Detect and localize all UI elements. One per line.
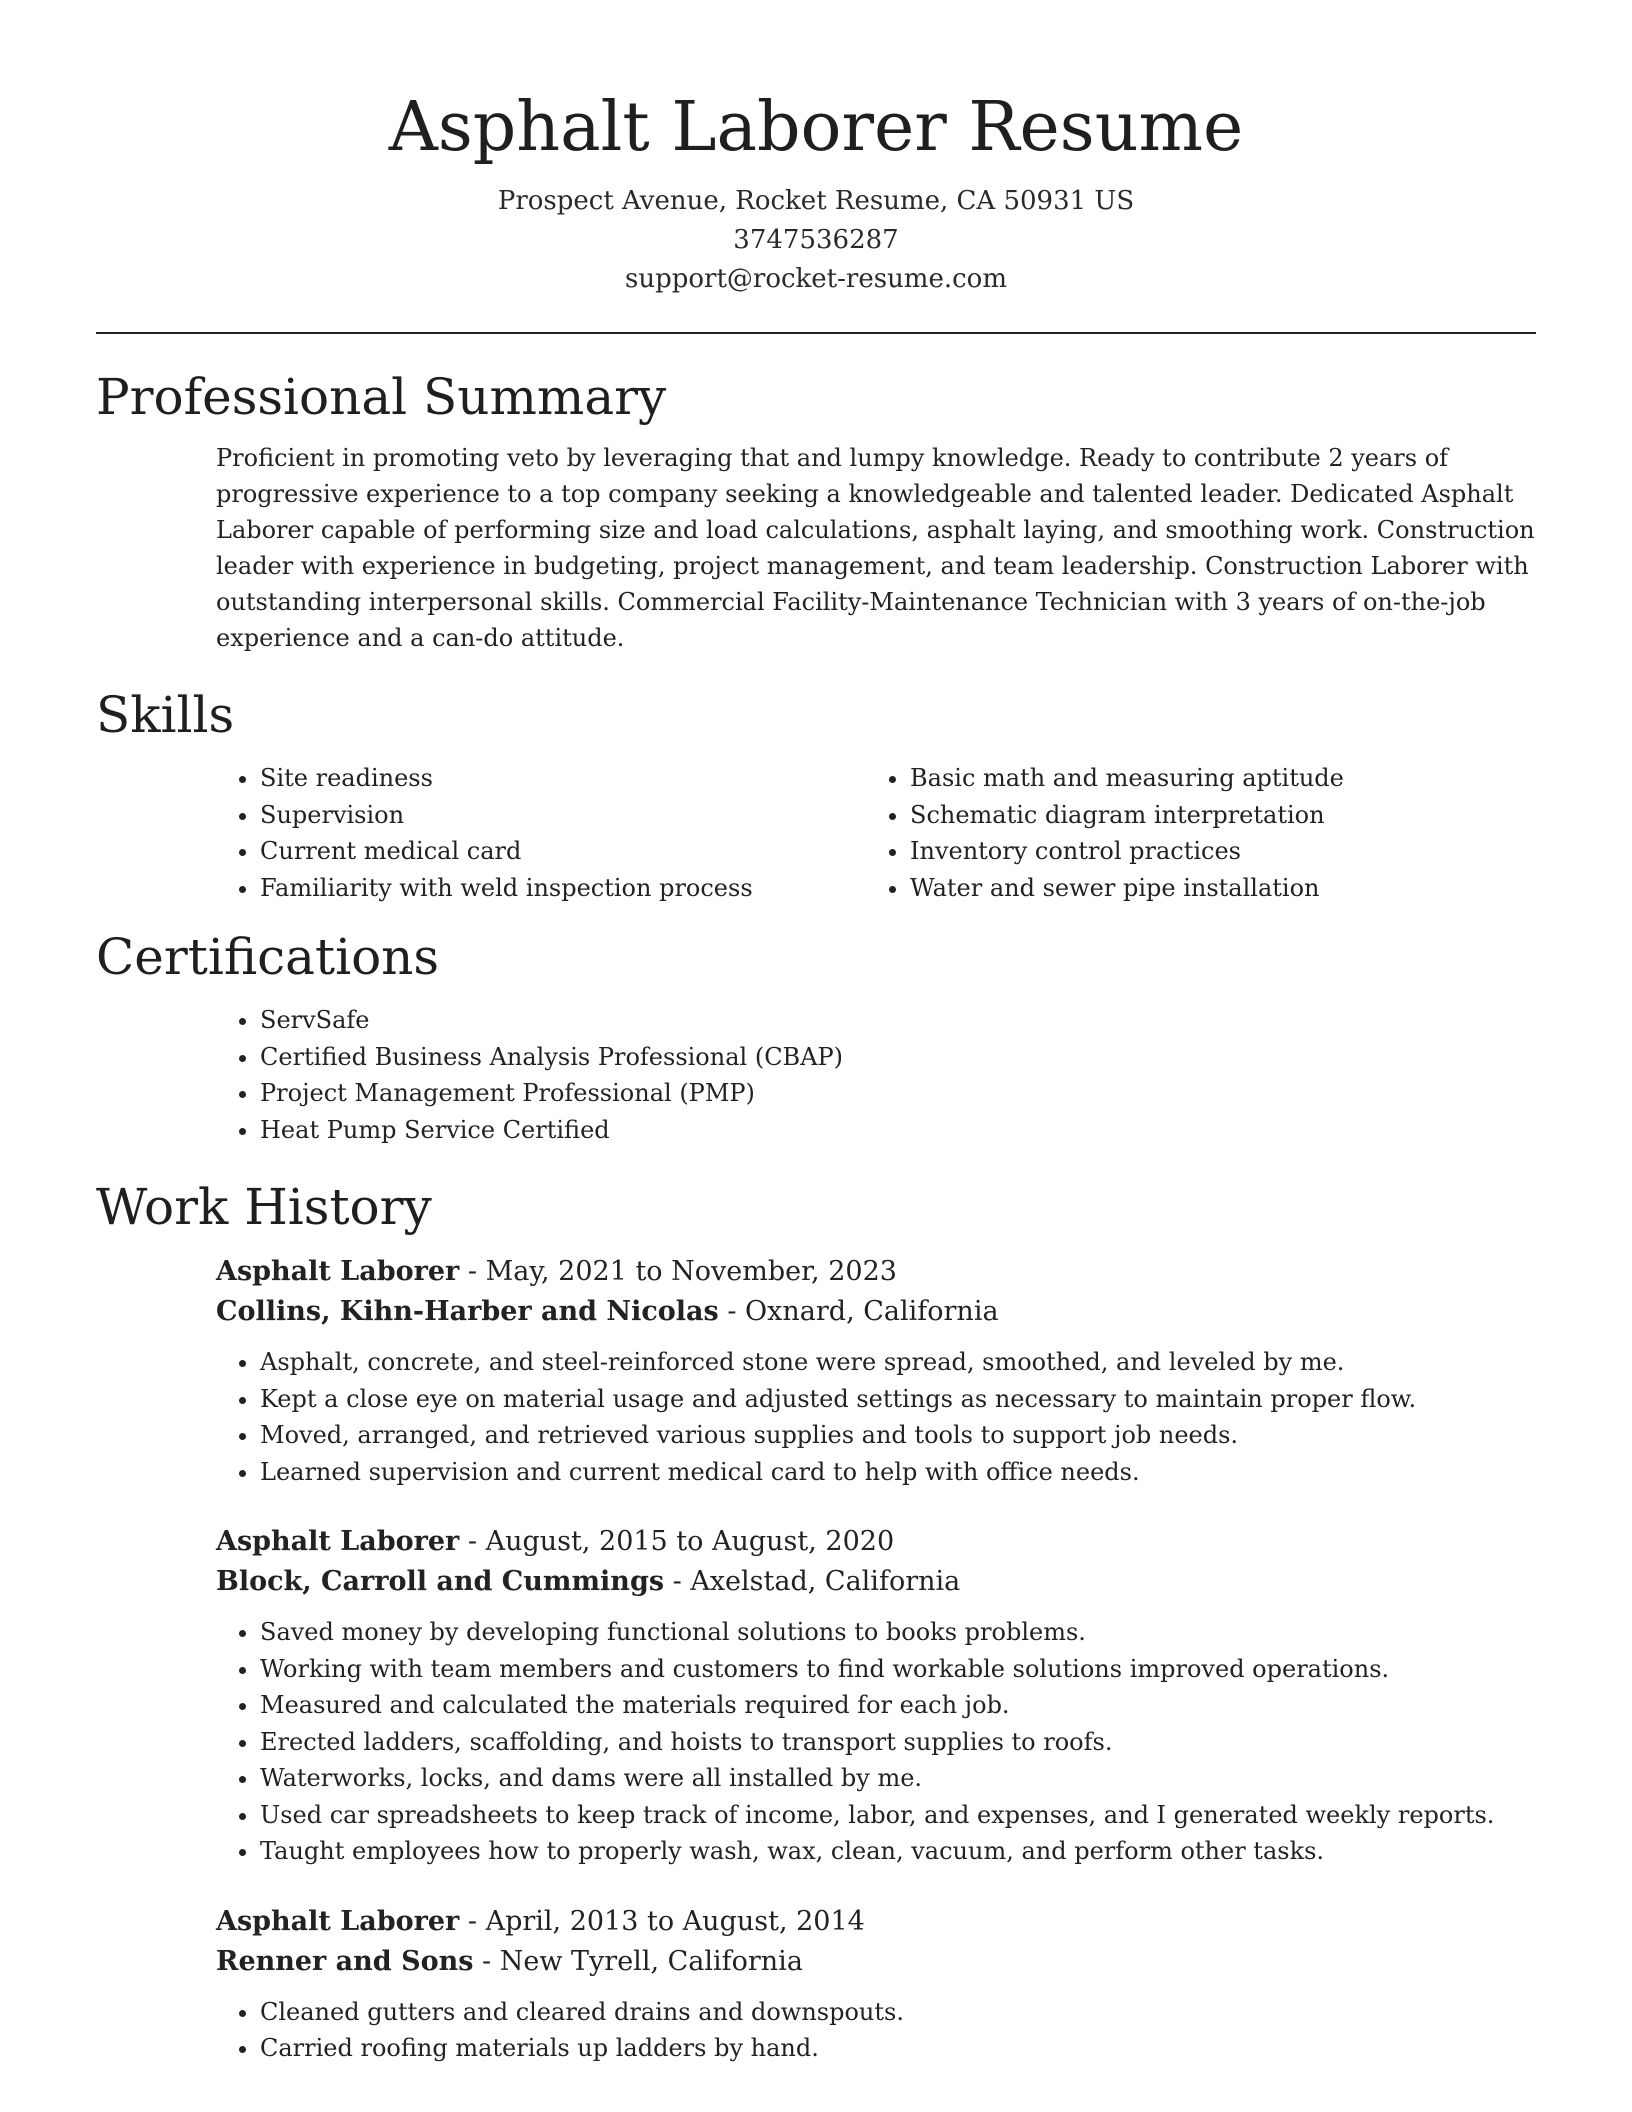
job-location: Oxnard, California	[745, 1296, 999, 1327]
job-entry	[216, 1902, 1536, 2067]
job-entry	[216, 1522, 1536, 1870]
job-title-line	[216, 1522, 1536, 1562]
job-company: Renner and Sons	[216, 1945, 474, 1977]
job-separator: -	[459, 1905, 486, 1937]
job-duties-list	[216, 1994, 1536, 2067]
summary-section	[96, 366, 1536, 656]
skills-list-right	[866, 760, 1516, 906]
job-company-line	[216, 1942, 1536, 1982]
job-dates: April, 2013 to August, 2014	[485, 1905, 865, 1937]
job-separator: -	[459, 1256, 486, 1287]
job-duty-item: • Kept a close eye on material usage and adjusted settings as necessary to maintain proper flow.	[260, 1381, 1536, 1418]
job-duty-item: • Asphalt, concrete, and steel-reinforced stone were spread, smoothed, and leveled by me.	[260, 1344, 1536, 1381]
skill-item: • Basic math and measuring aptitude	[910, 760, 1516, 797]
certifications-list	[216, 1002, 1536, 1148]
job-role: Asphalt Laborer	[216, 1905, 460, 1937]
job-separator: -	[664, 1566, 691, 1597]
job-duty-item: • Moved, arranged, and retrieved various supplies and tools to support job needs.	[260, 1417, 1536, 1454]
job-separator: -	[718, 1296, 746, 1327]
contact-email: support@rocket-resume.com	[624, 264, 1007, 294]
skill-item: • Site readiness	[260, 760, 866, 797]
job-entry	[216, 1252, 1536, 1490]
summary-text: Proficient in promoting veto by leveraging that and lumpy knowledge. Ready to contribute 2 years of progressive experience to a top company seeking a knowledgeable and talented leader. Dedicated Asphalt Laborer capable of performing size and load calculations, asphalt laying, and smoothing work. Construction leader with experience in budgeting, project management, and team leadership. Construction Laborer with outstanding interpersonal skills. Commercial Facility-Maintenance Technician with 3 years of on-the-job experience and a can-do attitude.	[216, 444, 1535, 652]
job-separator: -	[473, 1945, 500, 1977]
contact-phone: 3747536287	[733, 225, 899, 255]
certifications-section	[96, 926, 1536, 1148]
job-duty-item: • Waterworks, locks, and dams were all installed by me.	[260, 1760, 1536, 1797]
job-company: Block, Carroll and Cummings	[216, 1566, 665, 1597]
job-title-line	[216, 1252, 1536, 1292]
resume-header	[96, 0, 1536, 299]
job-duty-item: • Erected ladders, scaffolding, and hoists to transport supplies to roofs.	[260, 1724, 1536, 1761]
work-history-heading: Work History	[96, 1178, 432, 1236]
skill-item: • Schematic diagram interpretation	[910, 797, 1516, 834]
job-role: Asphalt Laborer	[216, 1256, 460, 1287]
job-duties-list	[216, 1614, 1536, 1870]
job-duty-item: • Cleaned gutters and cleared drains and downspouts.	[260, 1994, 1536, 2031]
certification-item: • Certified Business Analysis Professional (CBAP)	[260, 1039, 1536, 1076]
job-separator: -	[459, 1526, 486, 1557]
skill-item: • Familiarity with weld inspection process	[260, 870, 866, 907]
job-duty-item: • Used car spreadsheets to keep track of income, labor, and expenses, and I generated weekly reports.	[260, 1797, 1536, 1834]
job-duty-item: • Measured and calculated the materials required for each job.	[260, 1687, 1536, 1724]
certifications-heading: Certifications	[96, 928, 440, 986]
contact-block	[96, 182, 1536, 299]
skill-item: • Water and sewer pipe installation	[910, 870, 1516, 907]
skills-section	[96, 684, 1536, 906]
resume-title: Asphalt Laborer Resume	[388, 88, 1244, 167]
job-company-line	[216, 1562, 1536, 1602]
summary-heading: Professional Summary	[96, 368, 667, 426]
skill-item: • Current medical card	[260, 833, 866, 870]
skill-item: • Supervision	[260, 797, 866, 834]
job-duty-item: • Saved money by developing functional solutions to books problems.	[260, 1614, 1536, 1651]
certification-item: • Project Management Professional (PMP)	[260, 1075, 1536, 1112]
job-dates: August, 2015 to August, 2020	[485, 1526, 895, 1557]
job-dates: May, 2021 to November, 2023	[485, 1256, 897, 1287]
job-location: Axelstad, California	[690, 1566, 961, 1597]
certification-item: • Heat Pump Service Certified	[260, 1112, 1536, 1149]
job-title-line	[216, 1902, 1536, 1942]
job-duty-item: • Taught employees how to properly wash, wax, clean, vacuum, and perform other tasks.	[260, 1833, 1536, 1870]
work-history-section	[96, 1176, 1536, 2067]
job-role: Asphalt Laborer	[216, 1526, 460, 1557]
job-company: Collins, Kihn-Harber and Nicolas	[216, 1296, 719, 1327]
skill-item: • Inventory control practices	[910, 833, 1516, 870]
certification-item: • ServSafe	[260, 1002, 1536, 1039]
job-duty-item: • Carried roofing materials up ladders by hand.	[260, 2030, 1536, 2067]
contact-address: Prospect Avenue, Rocket Resume, CA 50931 US	[497, 186, 1135, 216]
job-duties-list	[216, 1344, 1536, 1490]
skills-columns	[216, 760, 1536, 906]
job-company-line	[216, 1292, 1536, 1332]
skills-heading: Skills	[96, 686, 235, 744]
job-duty-item: • Learned supervision and current medical card to help with office needs.	[260, 1454, 1536, 1491]
header-divider	[96, 332, 1536, 334]
skills-list-left	[216, 760, 866, 906]
job-location: New Tyrell, California	[499, 1945, 803, 1977]
job-duty-item: • Working with team members and customers to find workable solutions improved operations.	[260, 1651, 1536, 1688]
